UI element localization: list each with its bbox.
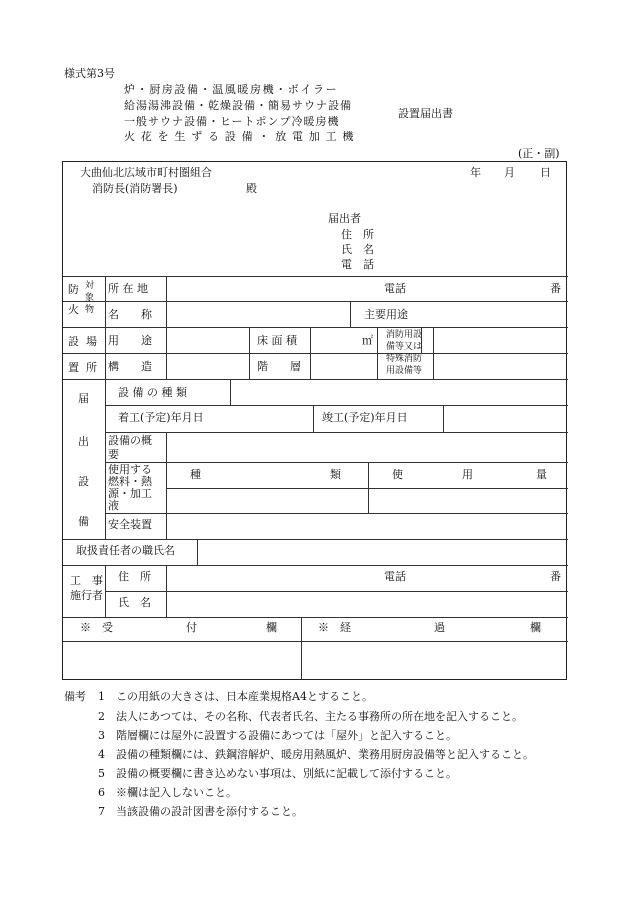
main-use-label: 主要用途 <box>364 308 408 321</box>
equipment-kind-label: 設 備 の 種 類 <box>118 386 187 399</box>
note-num-2: 2 <box>98 710 105 723</box>
note-num-1: 1 <box>98 690 105 703</box>
group-equip-3: 設 <box>78 475 89 488</box>
note-text-2: 法人にあつては、その名称、代表者氏名、主たる事務所の所在地を記入すること。 <box>116 710 523 723</box>
note-text-5: 設備の概要欄に書き込めない事項は、別紙に記載して添付すること。 <box>116 767 457 780</box>
form-number: 様式第3号 <box>64 67 115 80</box>
progress-label-1: ※ 経 <box>318 621 351 634</box>
fuel-kind-2: 類 <box>330 468 341 481</box>
date-year: 年 <box>470 166 481 179</box>
square-meter-unit: ㎡ <box>362 334 373 347</box>
receipt-label-2: 付 <box>186 621 197 634</box>
date-month: 月 <box>504 166 515 179</box>
note-text-3: 階層欄には屋外に設置する設備にあつては「屋外」と記入すること。 <box>116 729 457 742</box>
equipment-line-2: 給湯湯沸設備・乾燥設備・簡易サウナ設備 <box>124 99 352 112</box>
group-target-3: 対 <box>85 281 95 291</box>
note-text-1: この用紙の大きさは、日本産業規格A4とすること。 <box>116 690 373 703</box>
contractor-address-label: 住 所 <box>118 570 151 583</box>
floor-area-label: 床 面 積 <box>257 334 297 347</box>
submitter-phone-label: 電 話 <box>341 258 374 271</box>
contractor-name-label: 氏 名 <box>118 596 151 609</box>
location-label: 所 在 地 <box>108 282 148 295</box>
submitter-address-label: 住 所 <box>341 228 374 241</box>
group-site-3: 場 <box>86 335 97 348</box>
group-equip-1: 届 <box>78 392 89 405</box>
chief-title: 消防長(消防署長) <box>92 182 178 195</box>
outline-line-1: 設備の概 <box>108 434 152 447</box>
group-site-4: 所 <box>86 361 97 374</box>
manager-label: 取扱責任者の職氏名 <box>76 544 175 557</box>
fire-equip-line-4: 用設備等 <box>386 366 423 376</box>
note-num-7: 7 <box>98 805 105 818</box>
contractor-phone-label: 電話 <box>384 570 406 583</box>
outline-line-2: 要 <box>108 448 119 461</box>
org-name: 大曲仙北広域市町村圏組合 <box>80 166 212 179</box>
fuel-kind-1: 種 <box>190 468 201 481</box>
target-name-label: 名 称 <box>108 308 152 321</box>
fuel-line-1: 使用する <box>108 463 152 476</box>
fuel-use-3: 量 <box>536 468 547 481</box>
date-day: 日 <box>540 166 551 179</box>
note-num-4: 4 <box>98 748 105 761</box>
fire-equip-line-2: 備等又は <box>386 342 423 352</box>
group-equip-2: 出 <box>78 435 89 448</box>
fuel-use-1: 使 <box>392 468 403 481</box>
structure-label: 構 造 <box>108 360 152 373</box>
site-use-label: 用 途 <box>108 334 152 347</box>
equipment-line-3: 一般サウナ設備・ヒートポンプ冷暖房機 <box>124 115 340 128</box>
document-title: 設置届出書 <box>398 107 453 120</box>
receipt-label-1: ※ 受 <box>80 621 113 634</box>
fire-equip-line-1: 消防用設 <box>386 330 423 340</box>
receipt-label-3: 欄 <box>266 621 277 634</box>
equipment-line-4: 火花を生ずる設備・放電加工機 <box>124 130 360 143</box>
note-num-3: 3 <box>98 729 105 742</box>
floors-label: 階 層 <box>257 360 301 373</box>
progress-label-3: 欄 <box>530 621 541 634</box>
target-phone-label: 電話 <box>384 282 406 295</box>
note-text-4: 設備の種類欄には、鉄鋼溶解炉、暖房用熱風炉、業務用厨房設備等と記入すること。 <box>116 748 534 761</box>
note-text-7: 当該設備の設計図書を添付すること。 <box>116 805 303 818</box>
start-date-label: 着工(予定)年月日 <box>118 411 204 424</box>
submitter-label: 届出者 <box>328 212 361 225</box>
group-site-1: 設 <box>68 335 79 348</box>
target-ban-label: 番 <box>550 282 561 295</box>
group-target-1: 防 <box>68 283 79 296</box>
copy-note: (正・副) <box>518 147 560 160</box>
group-target-4: 象 <box>85 293 95 303</box>
equipment-line-1: 炉・厨房設備・温風暖房機・ボイラー <box>124 83 339 96</box>
note-num-6: 6 <box>98 786 105 799</box>
fuel-line-3: 源・加工 <box>108 487 152 500</box>
group-target-5: 物 <box>85 305 95 315</box>
fuel-use-2: 用 <box>462 468 473 481</box>
progress-label-2: 過 <box>434 621 445 634</box>
honorific: 殿 <box>246 182 257 195</box>
safety-label: 安全装置 <box>108 518 152 531</box>
contractor-ban-label: 番 <box>550 570 561 583</box>
fire-equip-line-3: 特殊消防 <box>386 354 423 364</box>
contractor-line-2: 施行者 <box>70 589 103 602</box>
group-target-2: 火 <box>68 303 79 316</box>
contractor-line-1: 工 事 <box>70 574 103 587</box>
group-site-2: 置 <box>68 361 79 374</box>
note-num-5: 5 <box>98 767 105 780</box>
notes-label: 備考 <box>64 690 86 703</box>
group-equip-4: 備 <box>78 515 89 528</box>
fuel-line-2: 燃料・熱 <box>108 475 152 488</box>
fuel-line-4: 液 <box>108 499 119 512</box>
finish-date-label: 竣工(予定)年月日 <box>322 411 408 424</box>
submitter-name-label: 氏 名 <box>341 243 374 256</box>
note-text-6: ※欄は記入しないこと。 <box>116 786 237 799</box>
